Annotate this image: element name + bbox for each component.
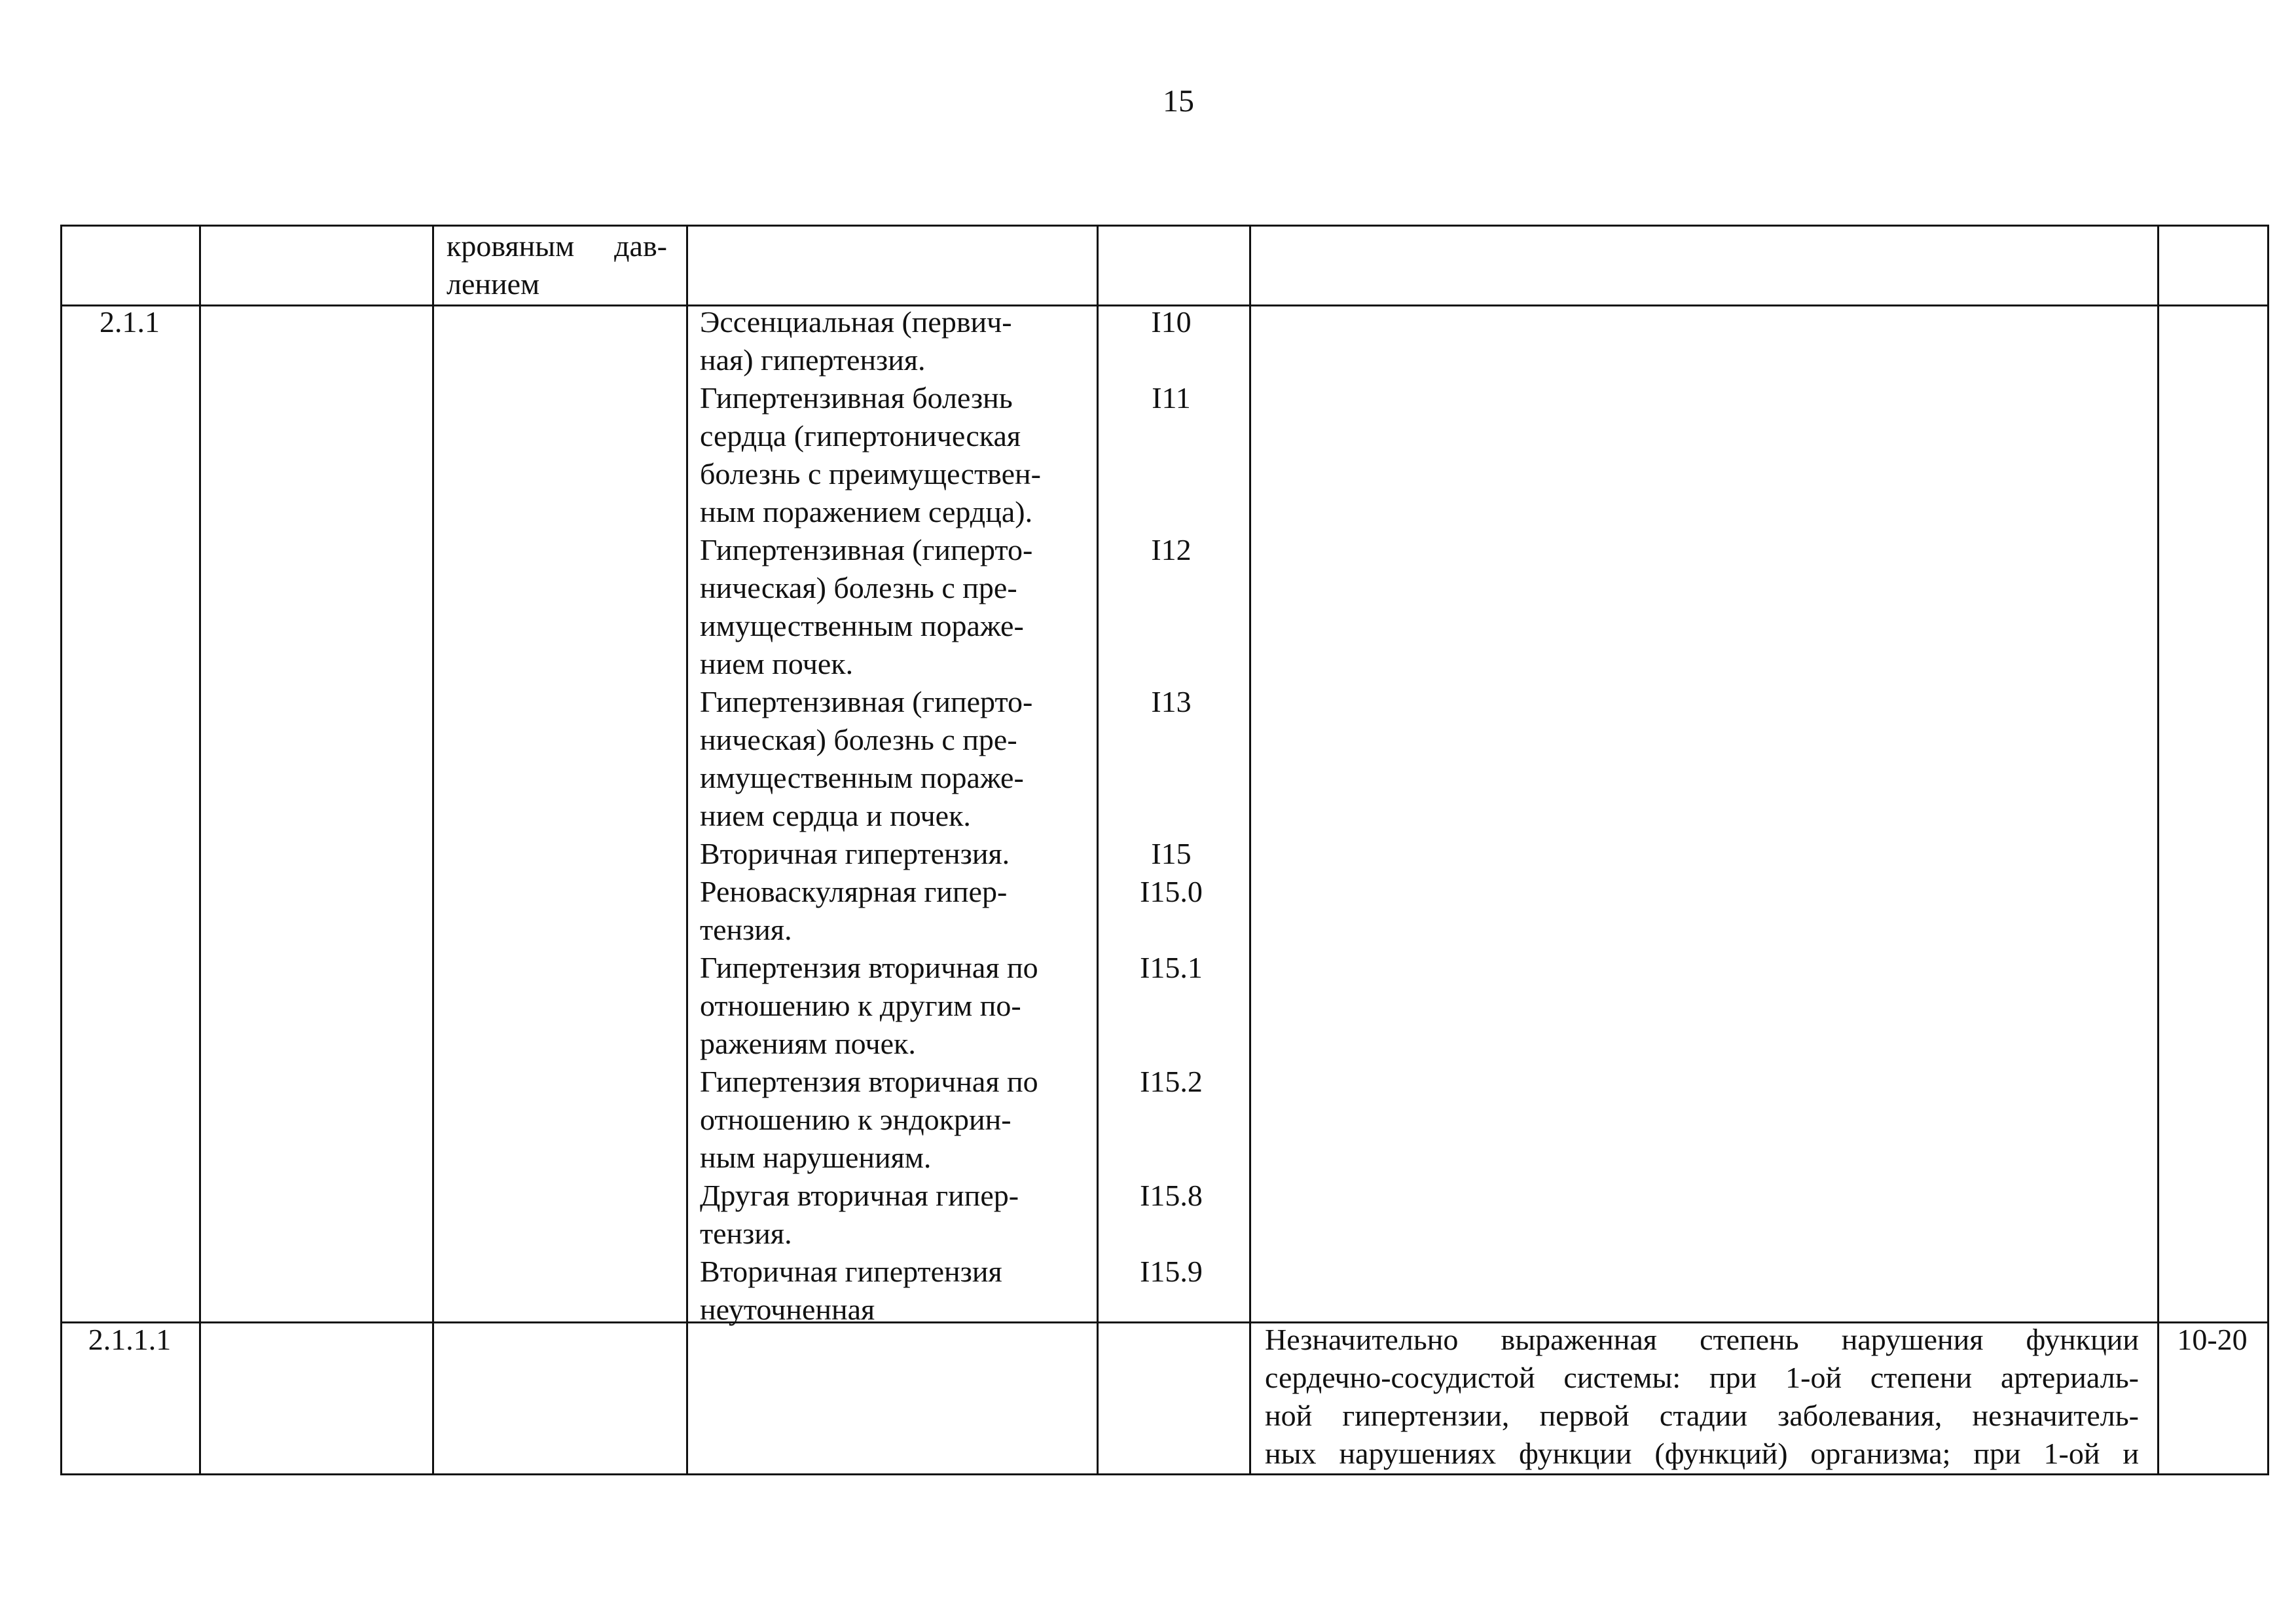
- diagnosis-line: ражениям почек.: [700, 1027, 916, 1060]
- diagnosis-line: Гипертензивная (гиперто-: [700, 685, 1033, 718]
- diagnosis-line: тензия.: [700, 1217, 792, 1250]
- diagnosis-line: болезнь с преимуществен-: [700, 457, 1041, 490]
- criteria-line: сердечно-сосудистой системы: при 1-ой степени артериаль-: [1265, 1361, 2139, 1394]
- diagnosis-line: ническая) болезнь с пре-: [700, 571, 1017, 604]
- page-number: 15: [1163, 84, 1194, 119]
- column-divider: [432, 227, 434, 1473]
- diagnosis-line: Гипертензия вторичная по: [700, 1065, 1038, 1098]
- diagnosis-line: имущественным пораже-: [700, 761, 1024, 794]
- classification-table: [60, 225, 2269, 1475]
- diagnosis-line: Вторичная гипертензия: [700, 1255, 1002, 1288]
- diagnosis-item: [700, 949, 1038, 1063]
- diagnosis-line: ным нарушениям.: [700, 1141, 932, 1174]
- column-divider: [1249, 227, 1251, 1473]
- diagnosis-item: [700, 835, 1010, 873]
- diagnosis-line: Другая вторичная гипер-: [700, 1179, 1019, 1212]
- diagnosis-line: ным поражением сердца).: [700, 495, 1033, 528]
- column-divider: [199, 227, 201, 1473]
- icd-code: I11: [1152, 381, 1191, 415]
- diagnosis-item: [700, 379, 1041, 531]
- diagnosis-line: ная) гипертензия.: [700, 343, 926, 377]
- diagnosis-line: Вторичная гипертензия.: [700, 837, 1010, 870]
- diagnosis-line: тензия.: [700, 913, 792, 946]
- diagnosis-line: Гипертензия вторичная по: [700, 951, 1038, 984]
- disease-class-line: кровяным дав-: [446, 229, 667, 263]
- diagnosis-line: Реноваскулярная гипер-: [700, 875, 1008, 908]
- diagnosis-line: Гипертензивная болезнь: [700, 381, 1013, 415]
- icd-code: I15.0: [1140, 875, 1203, 908]
- row-number: 2.1.1: [100, 305, 160, 339]
- disease-class-line: лением: [446, 267, 540, 301]
- diagnosis-line: Гипертензивная (гиперто-: [700, 533, 1033, 566]
- icd-code: I13: [1151, 685, 1192, 718]
- diagnosis-line: отношению к эндокрин-: [700, 1103, 1011, 1136]
- criteria-cell: [1265, 1321, 2139, 1473]
- diagnosis-line: имущественным пораже-: [700, 609, 1024, 642]
- diagnosis-line: нием сердца и почек.: [700, 799, 971, 832]
- column-divider: [2157, 227, 2159, 1473]
- criteria-line: Незначительно выраженная степень нарушения функции: [1265, 1323, 2139, 1356]
- diagnosis-item: [700, 683, 1032, 835]
- diagnosis-line: нием почек.: [700, 647, 854, 680]
- disease-class-cell: [446, 227, 667, 265]
- icd-code: I10: [1151, 305, 1192, 339]
- diagnosis-item: [700, 1063, 1038, 1177]
- diagnosis-item: [700, 1177, 1019, 1253]
- icd-code: I15.8: [1140, 1179, 1203, 1212]
- diagnosis-item: [700, 303, 1012, 379]
- diagnosis-line: сердца (гипертоническая: [700, 419, 1021, 452]
- diagnosis-line: неуточненная: [700, 1293, 875, 1326]
- column-divider: [686, 227, 688, 1473]
- diagnosis-line: отношению к другим по-: [700, 989, 1021, 1022]
- icd-code: I12: [1151, 533, 1192, 566]
- impairment-percent: 10-20: [2177, 1323, 2248, 1356]
- icd-code: I15.2: [1140, 1065, 1203, 1098]
- diagnosis-line: ническая) болезнь с пре-: [700, 723, 1017, 756]
- diagnosis-line: Эссенциальная (первич-: [700, 305, 1012, 339]
- icd-code: I15.1: [1140, 951, 1203, 984]
- disease-class-cell: [446, 265, 539, 303]
- icd-code: I15: [1151, 837, 1192, 870]
- criteria-line: ных нарушениях функции (функций) организма; при 1-ой и: [1265, 1437, 2139, 1470]
- diagnosis-item: [700, 873, 1007, 949]
- icd-code: I15.9: [1140, 1255, 1203, 1288]
- diagnosis-item: [700, 531, 1066, 683]
- diagnosis-item: [700, 1253, 1002, 1329]
- row-number: 2.1.1.1: [88, 1323, 172, 1356]
- criteria-line: ной гипертензии, первой стадии заболевания, незначитель-: [1265, 1399, 2139, 1432]
